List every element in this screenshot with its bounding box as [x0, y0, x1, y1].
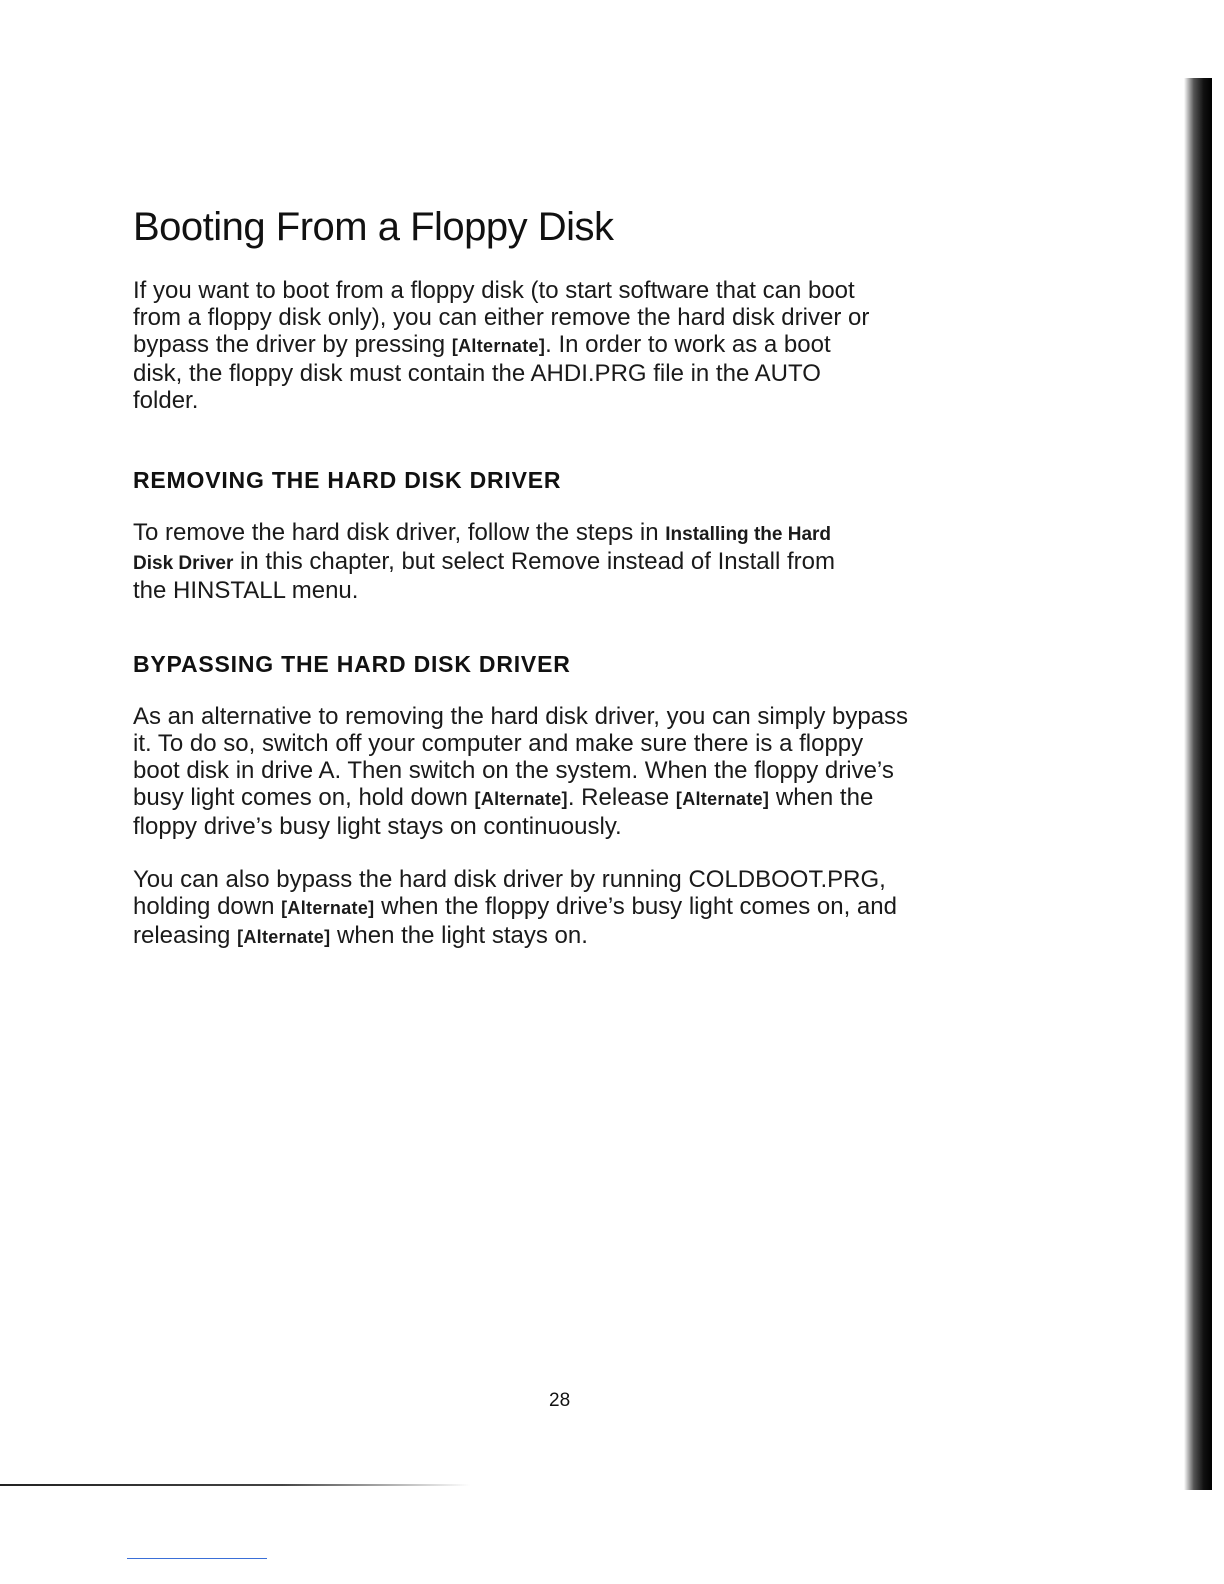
intro-text: bypass the driver by pressing — [133, 331, 452, 358]
bypassing-line: As an alternative to removing the hard disk driver, you can simply bypass — [133, 703, 909, 730]
intro-text: . In order to work as a boot — [545, 331, 831, 358]
chapter-reference: Disk Driver — [133, 553, 234, 574]
scan-bottom-rule — [0, 1484, 470, 1486]
bypassing-line: You can also bypass the hard disk driver by running COLDBOOT.PRG, — [133, 866, 886, 893]
bypassing-text: holding down — [133, 893, 282, 920]
removing-text: To remove the hard disk driver, follow the steps in — [133, 519, 666, 546]
bypassing-paragraph-1 — [133, 703, 1033, 840]
intro-line: disk, the floppy disk must contain the AHDI.PRG file in the AUTO — [133, 360, 821, 387]
intro-paragraph — [133, 277, 1033, 414]
removing-line — [133, 548, 1033, 577]
alternate-key-label: [Alternate] — [281, 898, 375, 918]
page-number: 28 — [549, 1390, 571, 1411]
bypassing-line: boot disk in drive A. Then switch on the system. When the floppy drive’s — [133, 757, 894, 784]
intro-line: from a floppy disk only), you can either remove the hard disk driver or — [133, 304, 870, 331]
bypassing-text: releasing — [133, 922, 238, 949]
chapter-reference: Installing the Hard — [665, 524, 832, 545]
page-title: Booting From a Floppy Disk — [133, 205, 614, 249]
bypassing-paragraph-2 — [133, 866, 1033, 951]
bypassing-line — [133, 922, 1033, 951]
alternate-key-label: [Alternate] — [675, 789, 770, 809]
alternate-key-label: [Alternate] — [237, 927, 331, 947]
bypassing-line — [133, 784, 1033, 813]
removing-line: the HINSTALL menu. — [133, 577, 359, 604]
bypassing-text: when the floppy drive’s busy light comes on, and — [374, 893, 897, 920]
bypassing-text: busy light comes on, hold down — [133, 784, 475, 811]
bypassing-line — [133, 893, 1033, 922]
bypassing-text: when the light stays on. — [330, 922, 588, 949]
bypassing-text: . Release — [567, 784, 676, 811]
removing-text: in this chapter, but select Remove instead of Install from — [233, 548, 835, 575]
alternate-key-label: [Alternate] — [451, 336, 546, 356]
section-heading-bypassing: BYPASSING THE HARD DISK DRIVER — [133, 651, 571, 677]
removing-line — [133, 519, 1033, 548]
section-heading-removing: REMOVING THE HARD DISK DRIVER — [133, 467, 562, 493]
blue-divider-line — [127, 1558, 267, 1559]
intro-line — [133, 331, 1033, 360]
intro-line: folder. — [133, 387, 199, 414]
alternate-key-label: [Alternate] — [474, 789, 568, 809]
scan-edge-shadow — [1184, 78, 1212, 1490]
intro-line: If you want to boot from a floppy disk (to start software that can boot — [133, 277, 855, 304]
bypassing-line: it. To do so, switch off your computer and make sure there is a floppy — [133, 730, 864, 757]
removing-paragraph — [133, 519, 1033, 604]
bypassing-line: floppy drive’s busy light stays on continuously. — [133, 813, 622, 840]
bypassing-text: when the — [769, 784, 874, 811]
